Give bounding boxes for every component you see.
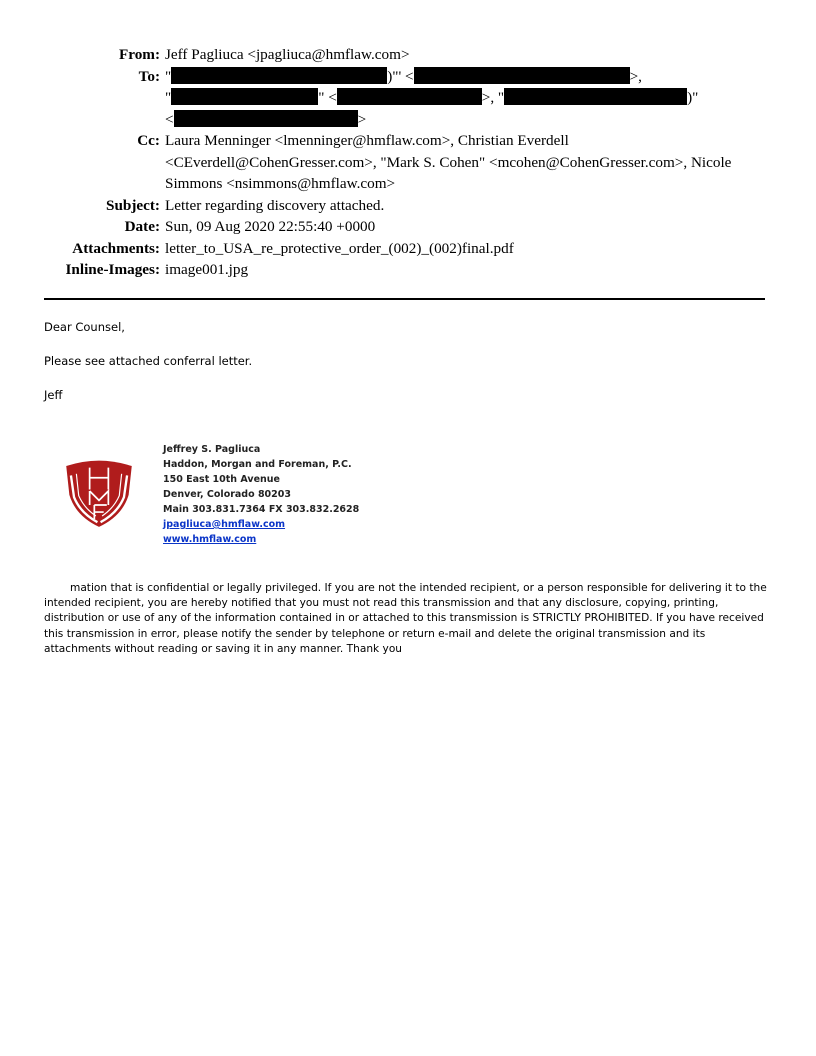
redaction-block bbox=[337, 88, 482, 105]
from-label: From: bbox=[118, 46, 160, 63]
date-value: Sun, 09 Aug 2020 22:55:40 +0000 bbox=[165, 218, 376, 235]
redaction-block bbox=[174, 110, 358, 127]
to-text: )" bbox=[687, 89, 699, 106]
hmf-shield-logo-icon bbox=[60, 452, 138, 530]
cc-label: Cc: bbox=[137, 132, 160, 149]
email-body bbox=[44, 320, 769, 422]
to-text: " bbox=[165, 67, 172, 85]
website-link[interactable]: www.hmflaw.com bbox=[163, 534, 257, 545]
attachments-row bbox=[40, 238, 770, 260]
to-text: " bbox=[165, 89, 172, 106]
to-text: < bbox=[165, 110, 174, 128]
message: Please see attached conferral letter. bbox=[44, 354, 253, 368]
redaction-block bbox=[504, 88, 687, 105]
email-signature bbox=[60, 442, 359, 547]
to-text: " < bbox=[318, 89, 337, 106]
signoff: Jeff bbox=[44, 388, 63, 402]
header-divider bbox=[44, 298, 765, 300]
redaction-block bbox=[414, 67, 630, 84]
street-address: 150 East 10th Avenue bbox=[163, 474, 280, 485]
email-link[interactable]: jpagliuca@hmflaw.com bbox=[163, 519, 286, 530]
to-text: > bbox=[357, 110, 367, 128]
cc-row bbox=[40, 130, 770, 195]
from-value: Jeff Pagliuca <jpagliuca@hmflaw.com> bbox=[165, 46, 410, 63]
to-text: )"' < bbox=[387, 67, 414, 85]
to-text: >, " bbox=[481, 89, 505, 106]
subject-value: Letter regarding discovery attached. bbox=[165, 196, 385, 214]
inline-images-row bbox=[40, 259, 770, 281]
date-row bbox=[40, 216, 770, 238]
cc-value: Laura Menninger <lmenninger@hmflaw.com>, Christian Everdell <CEverdell@CohenGresser.com>, "Mark S. Cohen" <mcohen@CohenGresser.com>, Nicole Simmons <nsimmons@hmflaw.com> bbox=[165, 132, 732, 192]
attachments-label: Attachments: bbox=[72, 239, 160, 257]
greeting: Dear Counsel, bbox=[44, 320, 125, 334]
inline-image-filename[interactable]: image001.jpg bbox=[165, 261, 249, 278]
from-row bbox=[40, 44, 770, 66]
redaction-block bbox=[171, 88, 318, 105]
to-text: >, bbox=[629, 67, 642, 85]
to-row bbox=[40, 66, 770, 131]
subject-row bbox=[40, 195, 770, 217]
attachment-filename[interactable]: letter_to_USA_re_protective_order_(002)_(002)final.pdf bbox=[165, 239, 514, 257]
date-label: Date: bbox=[124, 218, 160, 235]
redaction-block bbox=[171, 67, 387, 84]
firm-name: Haddon, Morgan and Foreman, P.C. bbox=[163, 459, 352, 470]
subject-label: Subject: bbox=[106, 196, 160, 214]
signature-text bbox=[163, 442, 359, 547]
city-address: Denver, Colorado 80203 bbox=[163, 489, 291, 500]
signer-name: Jeffrey S. Pagliuca bbox=[163, 444, 261, 455]
inline-images-label: Inline-Images: bbox=[65, 261, 160, 278]
to-value bbox=[165, 66, 770, 131]
phone-numbers: Main 303.831.7364 FX 303.832.2628 bbox=[163, 504, 360, 515]
confidentiality-disclaimer: mation that is confidential or legally privileged. If you are not the intended recipient, or a person responsible for delivering it to the intended recipient, you are hereby notified that you must not read this transmission and that any disclosure, copying, printing, distribution or use of any of the information contained in or attached to this transmission is STRICTLY PROHIBITED. If you have received this transmission in error, please notify the sender by telephone or return e-mail and delete the original transmission and its attachments without reading or saving it in any manner. Thank you bbox=[44, 582, 767, 655]
to-label: To: bbox=[138, 67, 160, 85]
email-header bbox=[40, 44, 770, 281]
